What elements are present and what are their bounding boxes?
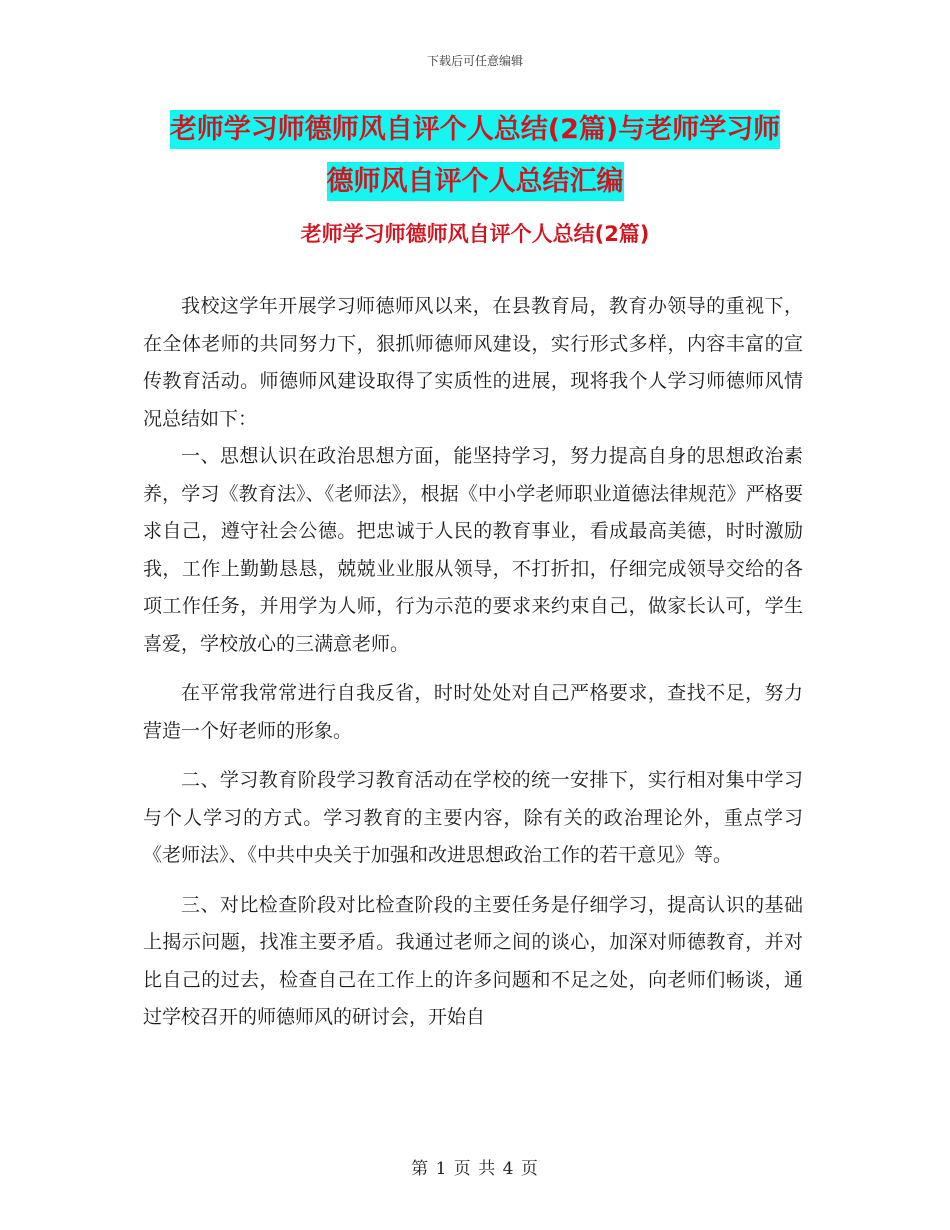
document-title-line-2: 德师风自评个人总结汇编 xyxy=(327,162,624,201)
paragraph-section-2: 二、学习教育阶段学习教育活动在学校的统一安排下，实行相对集中学习与个人学习的方式。学习教育的主要内容，除有关的政治理论外，重点学习《老师法》、《中共中央关于加强和改进思想政治工作的若干意见》等。 xyxy=(143,769,803,866)
document-title xyxy=(150,104,800,208)
paragraph-section-3: 三、对比检查阶段对比检查阶段的主要任务是仔细学习，提高认识的基础上揭示问题，找准主要矛盾。我通过老师之间的谈心，加深对师德教育，并对比自己的过去，检查自己在工作上的许多问题和不足之处，向老师们畅谈，通过学校召开的师德师风的研讨会，开始自 xyxy=(143,893,803,1028)
document-title-line-1: 老师学习师德师风自评个人总结(2篇)与老师学习师 xyxy=(170,110,780,149)
document-body xyxy=(143,288,803,1037)
paragraph-intro: 我校这学年开展学习师德师风以来，在县教育局，教育办领导的重视下，在全体老师的共同努力下，狠抓师德师风建设，实行形式多样，内容丰富的宣传教育活动。师德师风建设取得了实质性的进展，现将我个人学习师德师风情况总结如下： xyxy=(143,295,803,430)
section-title: 老师学习师德师风自评个人总结(2篇) xyxy=(300,222,650,246)
paragraph-section-1: 一、思想认识在政治思想方面，能坚持学习，努力提高自身的思想政治素养，学习《教育法》、《老师法》，根据《中小学老师职业道德法律规范》严格要求自己，遵守社会公德。把忠诚于人民的教育事业，看成最高美德，时时激励我，工作上勤勤恳恳，兢兢业业服从领导，不打折扣，仔细完成领导交给的各项工作任务，并用学为人师，行为示范的要求来约束自己，做家长认可，学生喜爱，学校放心的三满意老师。 xyxy=(143,445,803,655)
page-number: 第 1 页 共 4 页 xyxy=(411,1159,539,1179)
paragraph-self-reflection: 在平常我常常进行自我反省，时时处处对自己严格要求，查找不足，努力营造一个好老师的形象。 xyxy=(143,682,803,742)
page-header-note: 下载后可任意编辑 xyxy=(426,54,523,68)
